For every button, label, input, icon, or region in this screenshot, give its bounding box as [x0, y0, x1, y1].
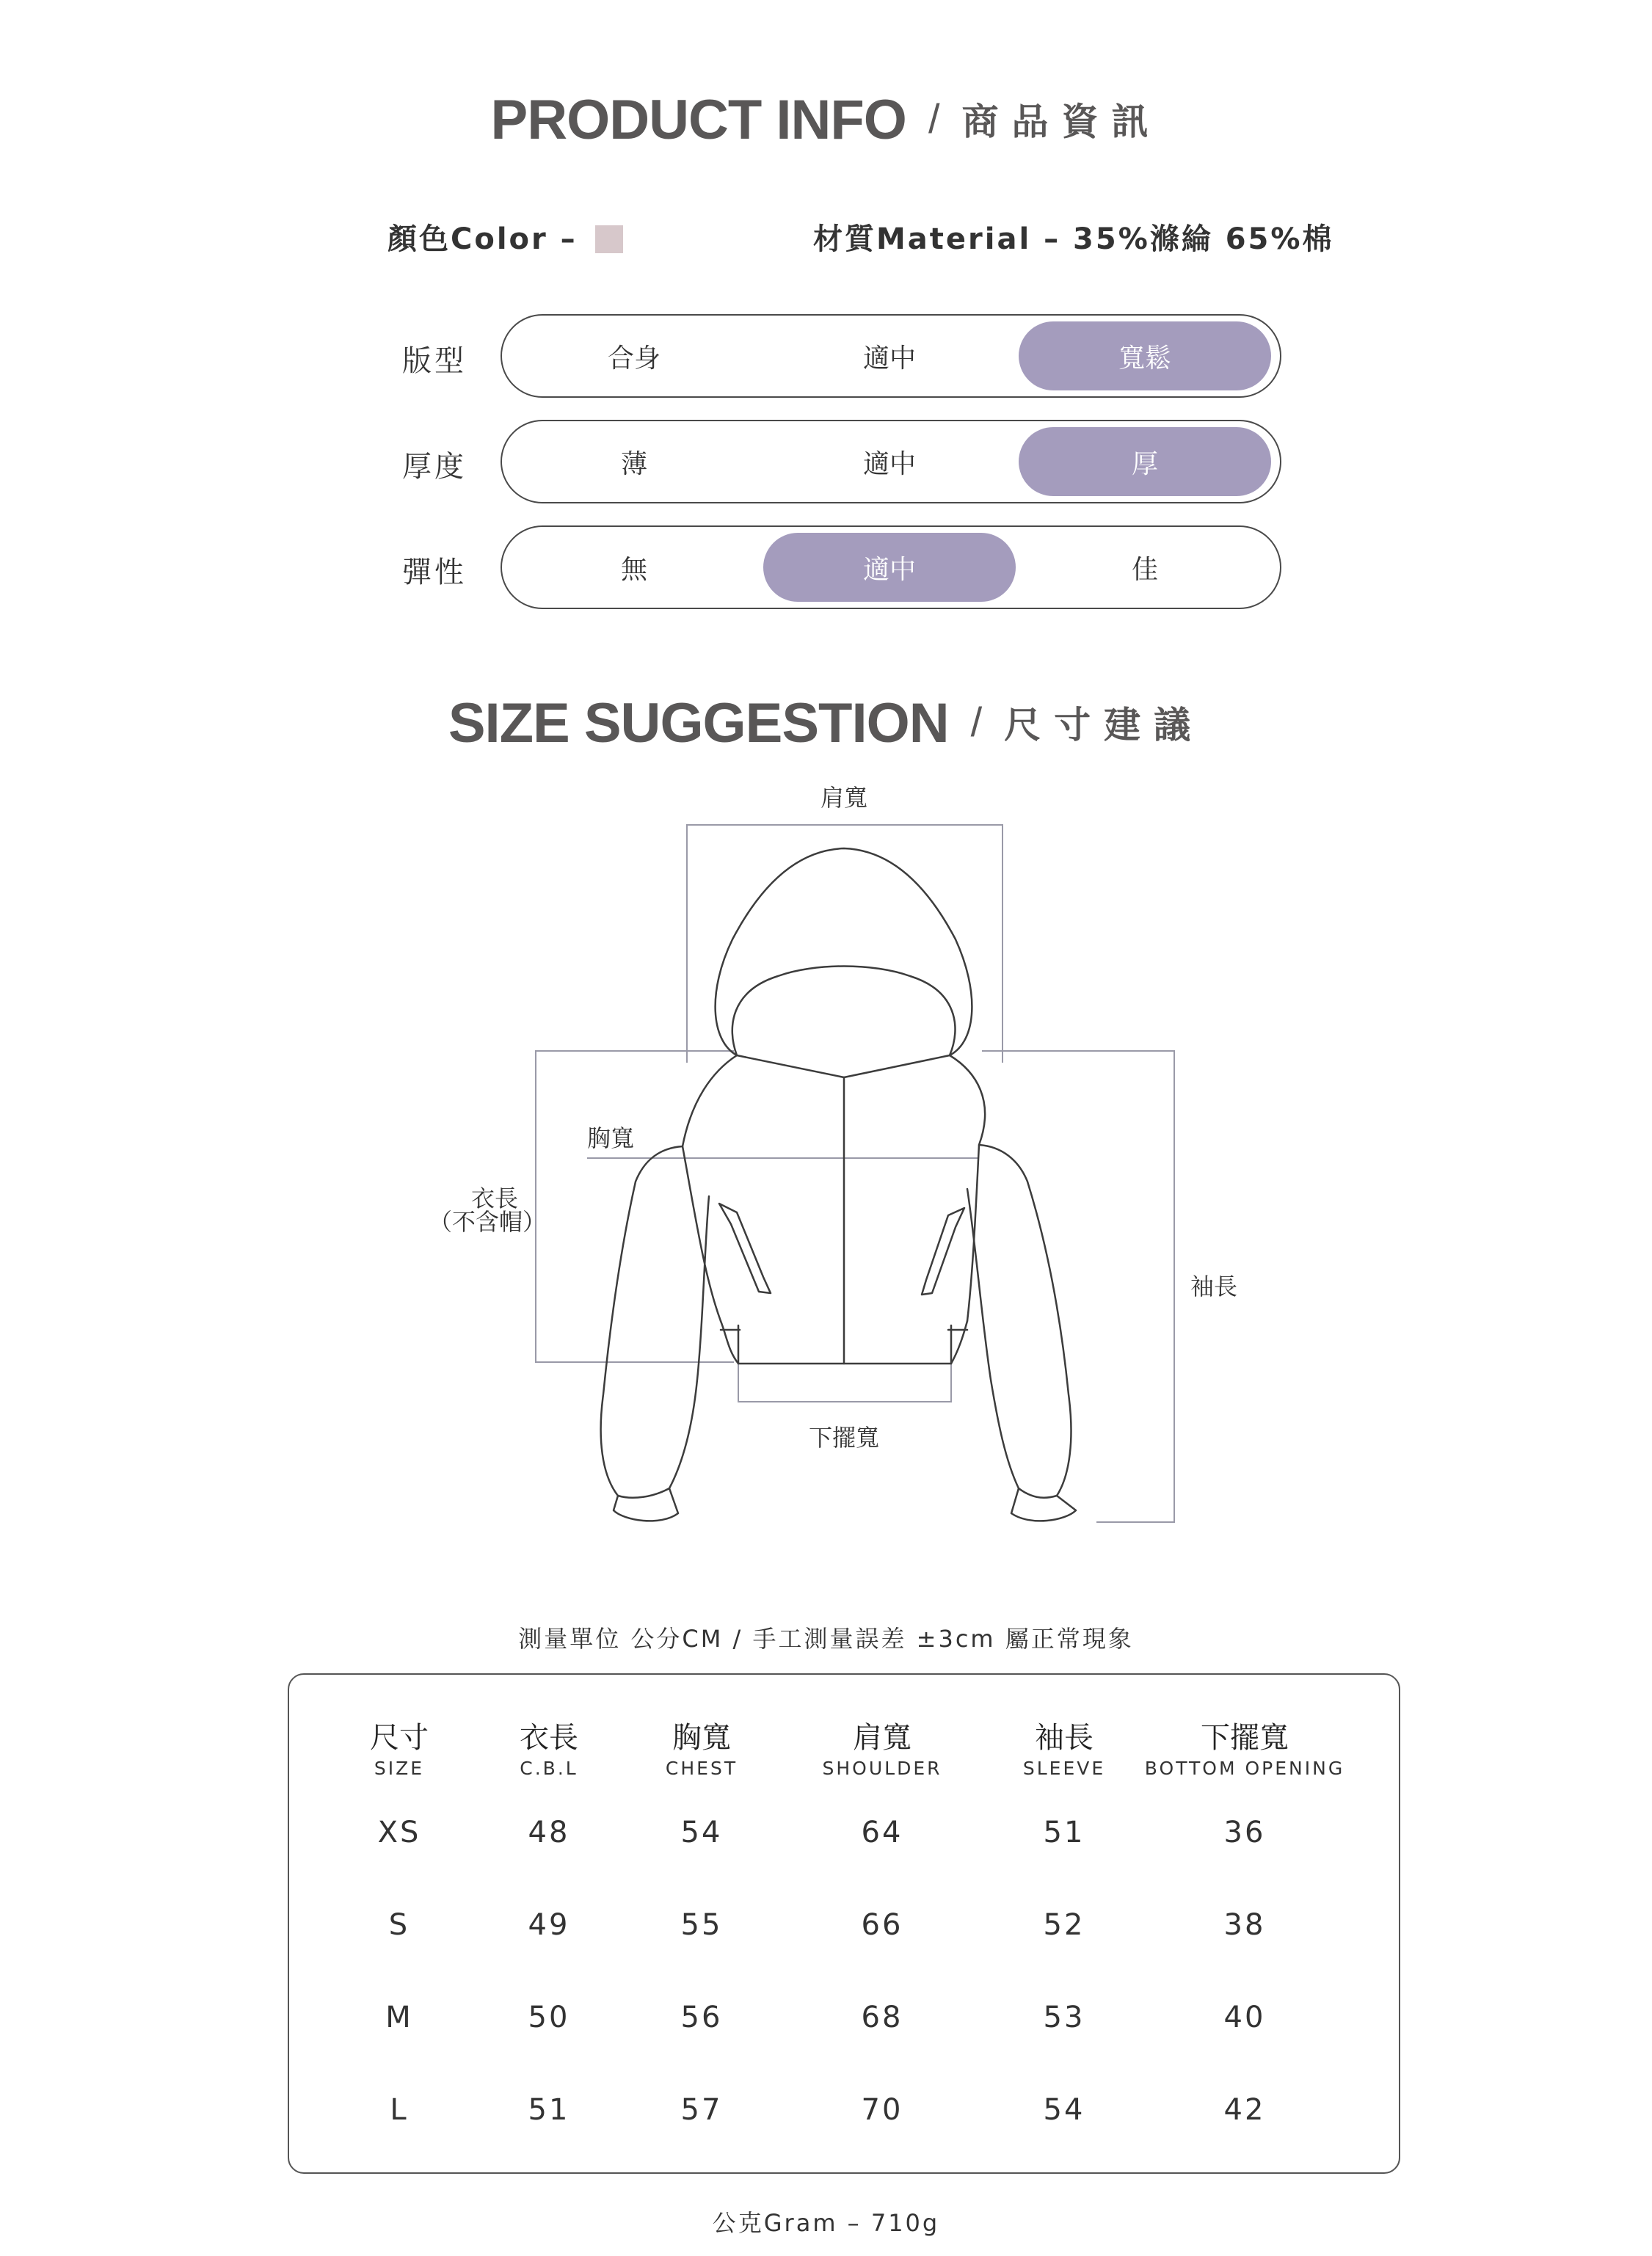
length-label: 衣長	[471, 1185, 519, 1212]
rating-option: 適中	[763, 533, 1016, 602]
left-pocket	[719, 1204, 771, 1293]
title-separator: /	[970, 699, 983, 745]
material-info: 材質Material – 35%滌綸 65%棉	[813, 222, 1334, 256]
table-header	[1023, 1720, 1105, 1782]
rating-option: 適中	[862, 343, 916, 374]
rating-label: 彈性	[402, 556, 467, 589]
hood-inner	[732, 967, 956, 1056]
rating-label: 厚度	[402, 450, 467, 484]
table-cell: 52	[1043, 1908, 1085, 1942]
left-sleeve-inner	[669, 1196, 709, 1488]
rating-option: 無	[620, 554, 647, 585]
measure-note: 測量單位 公分CM / 手工測量誤差 ±3cm 屬正常現象	[518, 1625, 1134, 1653]
header-zh: 衣長	[520, 1721, 578, 1755]
table-header	[1145, 1720, 1344, 1782]
sleeve-measure-line	[982, 1051, 1174, 1522]
right-pocket	[922, 1208, 964, 1295]
header-zh: 下擺寬	[1200, 1721, 1289, 1755]
header-en: SIZE	[374, 1758, 425, 1779]
table-header	[666, 1720, 738, 1782]
table-cell: 68	[861, 2001, 903, 2034]
header-zh: 胸寬	[672, 1721, 731, 1755]
chest-label: 胸寬	[587, 1124, 635, 1152]
rating-option: 佳	[1131, 554, 1158, 585]
table-cell: 64	[861, 1816, 903, 1849]
table-cell: 40	[1223, 2001, 1266, 2034]
table-cell: 56	[680, 2001, 723, 2034]
table-header	[370, 1720, 429, 1782]
hood-outer	[716, 848, 972, 1055]
table-cell: 66	[861, 1908, 903, 1942]
table-cell: L	[390, 2093, 409, 2127]
size-table	[288, 1673, 1400, 2174]
right-sleeve-outer	[979, 1145, 1071, 1496]
rating-option: 寬鬆	[1019, 321, 1271, 390]
table-cell: 51	[1043, 1816, 1085, 1849]
product-info-title-en: PRODUCT INFO	[490, 89, 906, 151]
table-cell: 42	[1223, 2093, 1266, 2127]
table-header	[823, 1720, 942, 1782]
table-cell: 55	[680, 1908, 723, 1942]
length-note-label: （不含帽）	[429, 1208, 547, 1236]
right-cuff	[1011, 1488, 1076, 1521]
bottom-measure-line	[738, 1364, 951, 1402]
rating-label: 版型	[402, 344, 467, 378]
table-cell: 57	[680, 2093, 723, 2127]
left-cuff	[614, 1488, 678, 1521]
color-label: 顏色Color –	[387, 222, 578, 256]
left-sleeve-outer	[601, 1146, 683, 1496]
table-cell: 50	[528, 2001, 570, 2034]
bottom-label: 下擺寬	[809, 1424, 880, 1452]
table-cell: 54	[1043, 2093, 1085, 2127]
header-en: SHOULDER	[822, 1758, 942, 1779]
table-cell: 38	[1223, 1908, 1266, 1942]
measurement-lines	[536, 825, 1174, 1522]
header-en: SLEEVE	[1022, 1758, 1106, 1779]
table-cell: 49	[528, 1908, 570, 1942]
table-cell: 36	[1223, 1816, 1266, 1849]
product-info-title-zh: 商品資訊	[961, 101, 1162, 143]
shoulder-label: 肩寬	[820, 784, 868, 812]
table-cell: M	[385, 2001, 413, 2034]
rating-option: 適中	[862, 448, 916, 479]
header-en: C.B.L	[520, 1758, 578, 1779]
table-cell: 53	[1043, 2001, 1085, 2034]
header-zh: 袖長	[1034, 1721, 1094, 1755]
table-cell: 70	[861, 2093, 903, 2127]
table-header	[520, 1720, 578, 1782]
size-suggestion-title-zh: 尺寸建議	[1004, 704, 1204, 746]
collar-line	[737, 1055, 950, 1077]
table-cell: 51	[528, 2093, 570, 2127]
table-cell: 54	[680, 1816, 723, 1849]
header-en: CHEST	[665, 1758, 738, 1779]
rating-option: 合身	[607, 343, 661, 374]
rating-option: 薄	[620, 448, 647, 479]
rating-option: 厚	[1019, 427, 1271, 496]
size-suggestion-title-en: SIZE SUGGESTION	[448, 692, 949, 754]
length-measure-line	[536, 1051, 734, 1362]
left-body-side	[683, 1055, 737, 1321]
header-zh: 尺寸	[370, 1721, 429, 1755]
sleeve-label: 袖長	[1190, 1273, 1238, 1300]
table-cell: 48	[528, 1816, 570, 1849]
table-cell: S	[388, 1908, 410, 1942]
table-cell: XS	[377, 1816, 421, 1849]
weight-info: 公克Gram – 710g	[712, 2209, 940, 2237]
header-zh: 肩寬	[853, 1721, 911, 1755]
title-separator: /	[928, 95, 940, 142]
header-en: BOTTOM OPENING	[1144, 1758, 1345, 1779]
